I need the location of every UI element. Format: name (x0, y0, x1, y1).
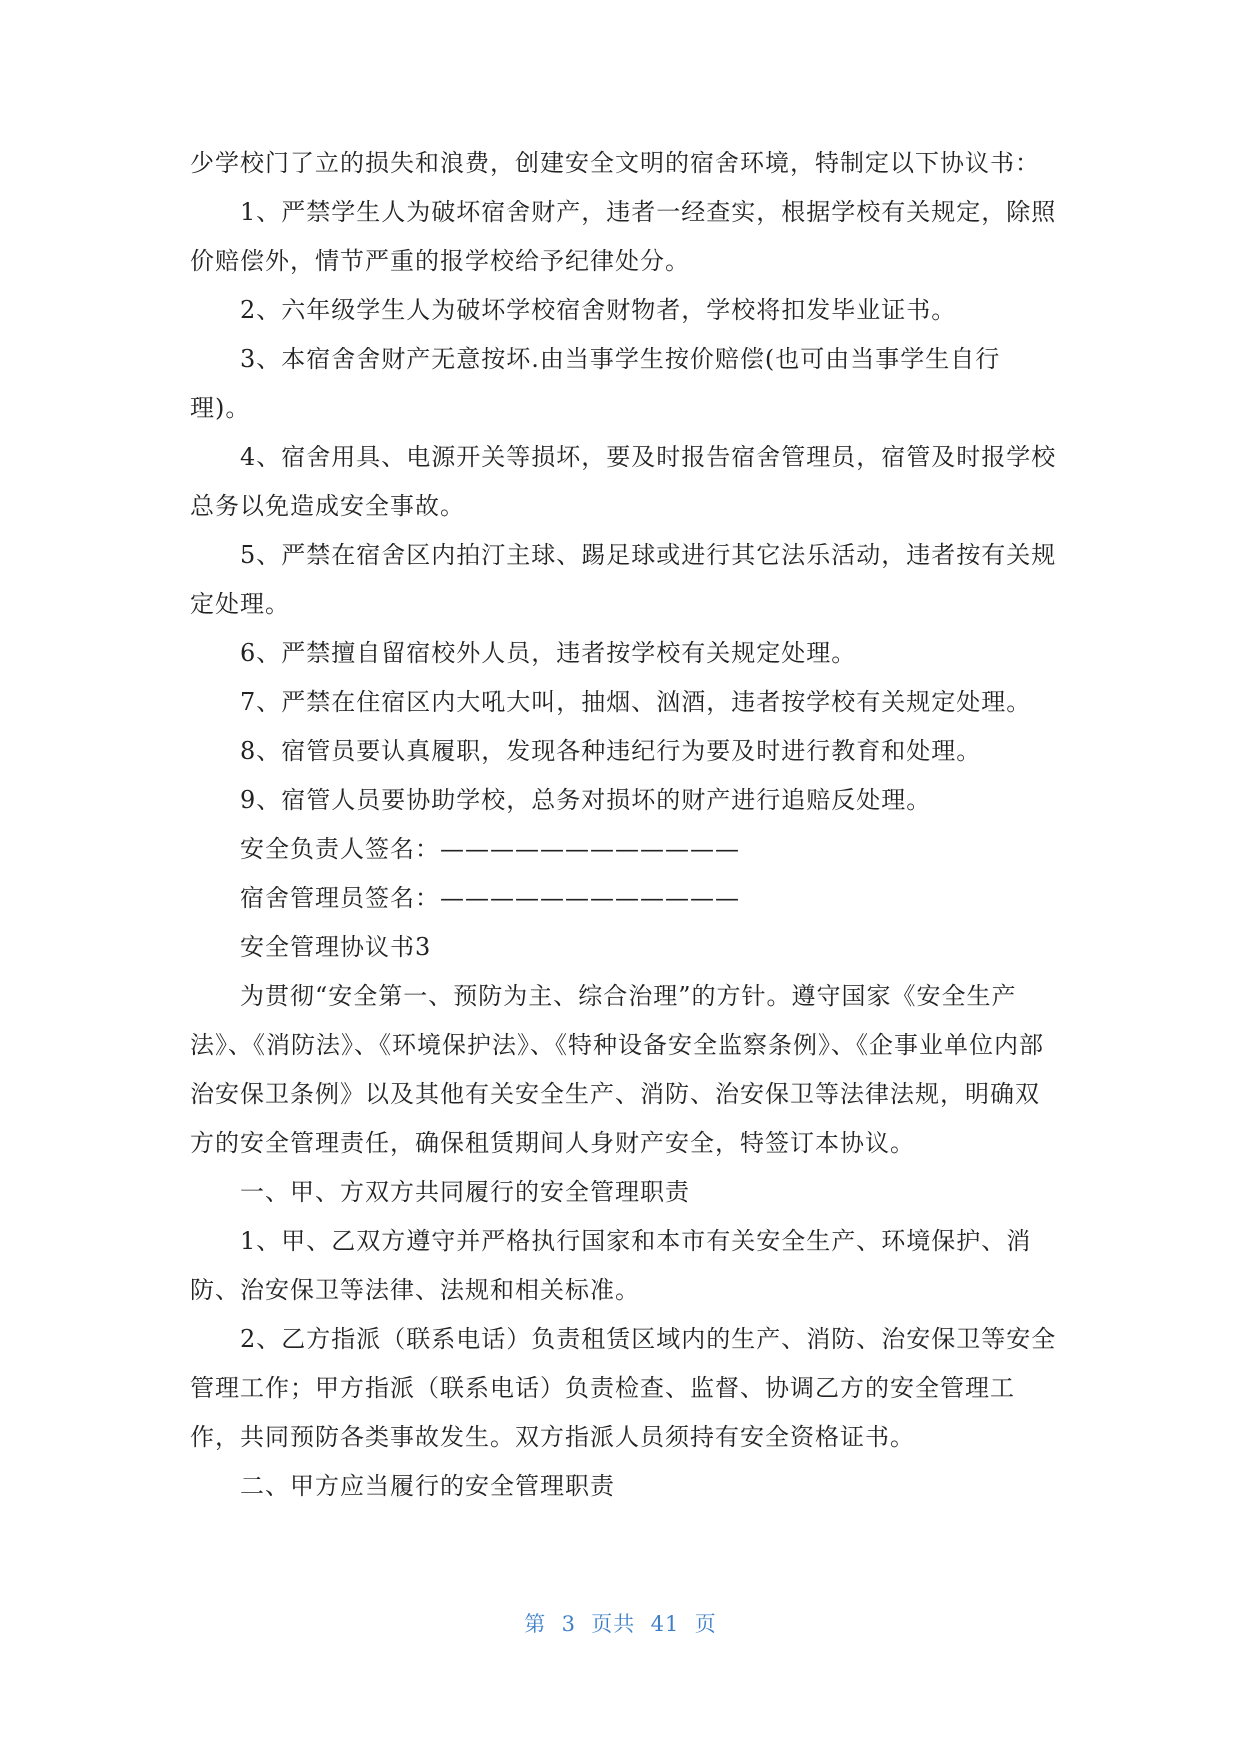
text-line: 方的安全管理责任，确保租赁期间人身财产安全，特签订本协议。 (190, 1129, 915, 1157)
text-line: 防、治安保卫等法律、法规和相关标准。 (190, 1276, 640, 1304)
text-line: 2、乙方指派（联系电话）负责租赁区域内的生产、消防、治安保卫等安全 (240, 1325, 1057, 1353)
signature-line-safety: 安全负责人签名：———————————— (240, 835, 740, 863)
page-number-footer: 第 3 页共 41 页 (524, 1612, 717, 1636)
text-line: 7、严禁在住宿区内大吼大叫，抽烟、汹酒，违者按学校有关规定处理。 (240, 688, 1032, 716)
text-line: 3、本宿舍舍财产无意按坏.由当事学生按价赔偿(也可由当事学生自行 (240, 345, 1001, 373)
text-line: 5、严禁在宿舍区内拍汀主球、踢足球或进行其它法乐活动，违者按有关规 (240, 541, 1057, 569)
text-line: 9、宿管人员要协助学校，总务对损坏的财产进行追赔反处理。 (240, 786, 932, 814)
text-line: 6、严禁擅自留宿校外人员，违者按学校有关规定处理。 (240, 639, 857, 667)
text-line: 价赔偿外，情节严重的报学校给予纪律处分。 (190, 247, 690, 275)
signature-line-dorm-manager: 宿舍管理员签名：———————————— (240, 884, 740, 912)
text-line: 治安保卫条例》以及其他有关安全生产、消防、治安保卫等法律法规，明确双 (190, 1080, 1040, 1108)
heading-line: 二、甲方应当履行的安全管理职责 (240, 1472, 615, 1500)
text-line: 2、六年级学生人为破坏学校宿舍财物者，学校将扣发毕业证书。 (240, 296, 957, 324)
text-line: 管理工作；甲方指派（联系电话）负责检查、监督、协调乙方的安全管理工 (190, 1374, 1015, 1402)
text-line: 4、宿舍用具、电源开关等损坏，要及时报告宿舍管理员，宿管及时报学校 (240, 443, 1057, 471)
text-line: 1、严禁学生人为破坏宿舍财产，违者一经查实，根据学校有关规定，除照 (240, 198, 1057, 226)
text-line: 少学校门了立的损失和浪费，创建安全文明的宿舍环境，特制定以下协议书： (190, 149, 1040, 177)
text-line: 总务以免造成安全事故。 (190, 492, 465, 520)
text-line: 1、甲、乙双方遵守并严格执行国家和本市有关安全生产、环境保护、消 (240, 1227, 1032, 1255)
text-line: 定处理。 (190, 590, 290, 618)
text-line: 法》、《消防法》、《环境保护法》、《特种设备安全监察条例》、《企事业单位内部 (190, 1031, 1044, 1059)
text-line: 作，共同预防各类事故发生。双方指派人员须持有安全资格证书。 (190, 1423, 915, 1451)
text-line: 为贯彻“安全第一、预防为主、综合治理”的方针。遵守国家《安全生产 (240, 982, 1017, 1010)
text-line: 理)。 (190, 394, 251, 422)
section-title: 安全管理协议书3 (240, 933, 432, 961)
text-line: 8、宿管员要认真履职，发现各种违纪行为要及时进行教育和处理。 (240, 737, 982, 765)
heading-line: 一、甲、方双方共同履行的安全管理职责 (240, 1178, 690, 1206)
